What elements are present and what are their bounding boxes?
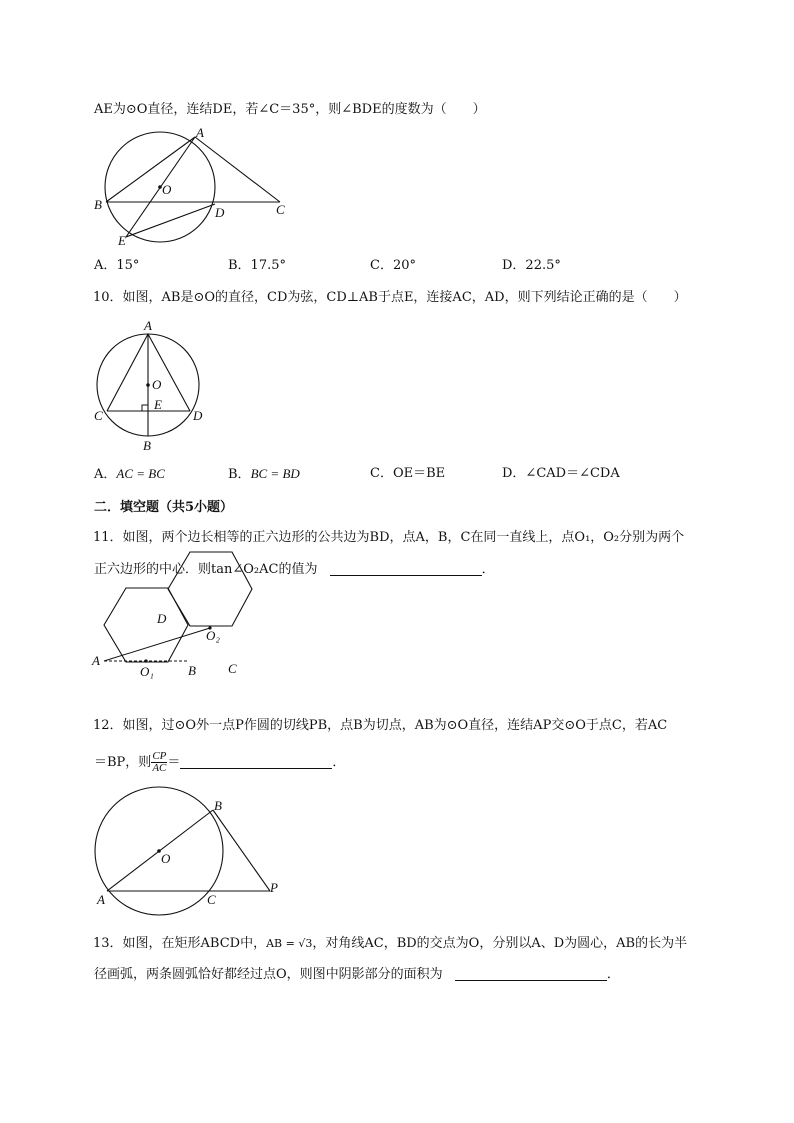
q12-label-p: P xyxy=(270,880,278,895)
q11-label-o1: O₁ xyxy=(140,664,154,679)
q11-label-b: B xyxy=(188,663,196,678)
q11-figure xyxy=(90,588,260,683)
q11-line1: 11．如图，两个边长相等的正六边形的公共边为BD，点A，B，C在同一直线上，点O₁，O₂分别为两个 xyxy=(93,530,685,545)
q11-label-d: D xyxy=(157,611,167,626)
q9-figure xyxy=(90,125,290,265)
q12-label-o: O xyxy=(161,851,171,866)
q9-option-c: C．20° xyxy=(370,258,416,273)
q9-option-a: A．15° xyxy=(94,258,140,273)
q13-line1-post: ，对角线AC，BD的交点为O，分别以A、D为圆心，AB的长为半 xyxy=(312,936,688,951)
q10-option-d: D．∠CAD＝∠CDA xyxy=(502,466,620,481)
q10-label-e: E xyxy=(154,397,162,412)
q10-option-b xyxy=(228,465,300,484)
q9-option-b: B．17.5° xyxy=(228,258,286,273)
section-fill-in-blank: 二．填空题（共5小题） xyxy=(94,500,234,515)
q11-label-o2: O₂ xyxy=(206,628,220,643)
q13-answer-blank[interactable] xyxy=(455,967,607,981)
q12-line2 xyxy=(94,751,345,775)
q11-line2 xyxy=(94,561,495,579)
q13-line2 xyxy=(94,966,620,984)
q13-line2-end: ． xyxy=(606,967,620,982)
q9-stem: AE为⊙O直径，连结DE，若∠C＝35°，则∠BDE的度数为（ ） xyxy=(94,102,486,117)
q12-figure xyxy=(90,790,290,905)
q10-label-d: D xyxy=(193,408,203,423)
q9-option-d: D．22.5° xyxy=(502,258,561,273)
q12-line2-eq: ＝ xyxy=(167,755,181,770)
q12-answer-blank[interactable] xyxy=(180,755,332,769)
q10-stem: 10．如图，AB是⊙O的直径，CD为弦，CD⊥AB于点E，连接AC，AD，则下列结论正确的是（ ） xyxy=(93,290,687,305)
q9-label-d: D xyxy=(215,205,225,220)
q12-fraction xyxy=(151,751,167,774)
q10-option-a xyxy=(94,465,165,484)
q10-option-b-prefix: B． xyxy=(228,467,251,482)
q9-label-a: A xyxy=(196,125,204,140)
q10-option-a-text: AC = BC xyxy=(116,466,165,481)
q13-line1-pre: 13．如图，在矩形ABCD中， xyxy=(93,936,267,951)
q12-label-a: A xyxy=(97,892,105,907)
q10-label-c: C xyxy=(94,408,103,423)
q12-line2-end: ． xyxy=(332,755,346,770)
q10-option-b-text: BC = BD xyxy=(250,466,300,481)
q12-line2-pre: ＝BP，则 xyxy=(94,755,152,770)
q12-line1: 12．如图，过⊙O外一点P作圆的切线PB，点B为切点，AB为⊙O直径，连结AP交⊙O于点C，若AC xyxy=(93,718,668,733)
q10-label-o: O xyxy=(152,377,162,392)
q13-line2-text: 径画弧，两条圆弧恰好都经过点O，则图中阴影部分的面积为 xyxy=(94,967,443,982)
q11-line2-end: ． xyxy=(481,562,495,577)
q12-fraction-den: AC xyxy=(152,762,167,774)
q9-label-b: B xyxy=(94,197,102,212)
q9-label-e: E xyxy=(118,233,126,248)
q10-option-c: C．OE＝BE xyxy=(370,466,446,481)
q9-label-o: O xyxy=(162,182,172,197)
q13-line1 xyxy=(93,935,687,953)
q10-label-a: A xyxy=(144,318,152,333)
q12-label-c: C xyxy=(207,892,216,907)
q11-line2-text: 正六边形的中心．则tan∠O₂AC的值为 xyxy=(94,562,318,577)
q11-label-a: A xyxy=(92,653,100,668)
q12-label-b: B xyxy=(214,798,222,813)
q10-figure xyxy=(90,318,220,453)
q9-label-c: C xyxy=(276,202,285,217)
q10-label-b: B xyxy=(143,438,151,453)
q11-label-c: C xyxy=(228,661,237,676)
q13-ab-expr: AB = √3 xyxy=(266,937,313,950)
q10-option-a-prefix: A． xyxy=(94,467,117,482)
q11-answer-blank[interactable] xyxy=(330,562,482,576)
q12-fraction-num: CP xyxy=(152,750,167,762)
